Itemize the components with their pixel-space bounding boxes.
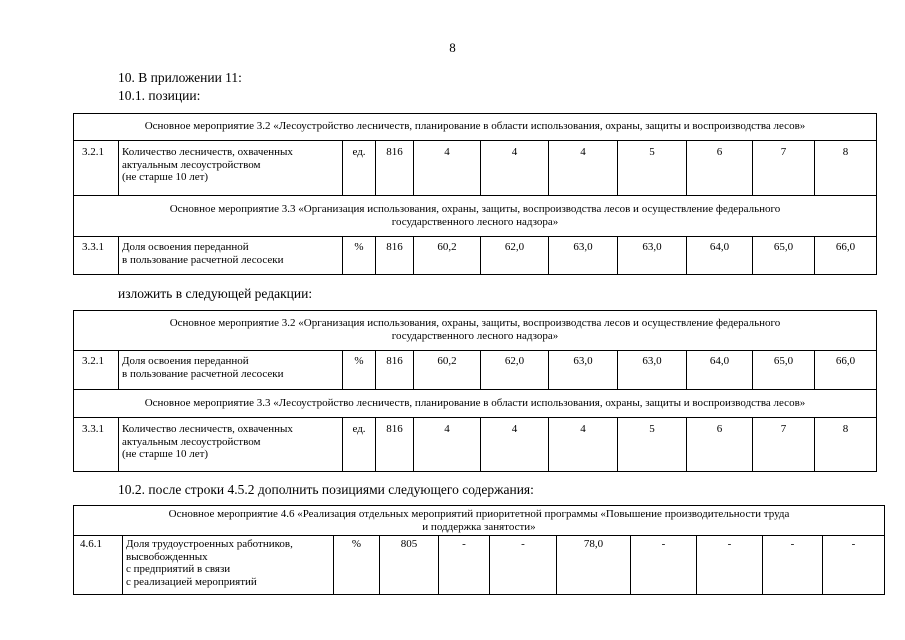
- row-code: 816: [386, 355, 403, 367]
- row-unit: %: [354, 355, 364, 367]
- row-value: 6: [716, 146, 723, 158]
- row-value: 66,0: [835, 355, 856, 367]
- row-code: 816: [386, 241, 403, 253]
- row-value: 5: [649, 423, 655, 435]
- row-value: 4: [580, 146, 586, 158]
- row-unit: %: [354, 241, 364, 253]
- section-10-heading: 10. В приложении 11:: [118, 70, 242, 85]
- row-value: 66,0: [835, 241, 856, 253]
- row-value: -: [790, 538, 795, 550]
- row-value: 60,2: [437, 241, 457, 253]
- row-code: 816: [386, 423, 403, 435]
- row-value: 64,0: [709, 355, 730, 367]
- row-value: 4: [511, 423, 518, 435]
- row-name: Доля освоения переданной в пользование расчетной лесосеки: [122, 355, 284, 380]
- row-name: Количество лесничеств, охваченных актуальным лесоустройством (не старше 10 лет): [122, 423, 293, 460]
- row-value: -: [851, 538, 856, 550]
- row-value: 5: [649, 146, 655, 158]
- row-unit: ед.: [352, 146, 366, 158]
- section-10-2-heading: 10.2. после строки 4.5.2 дополнить позициями следующего содержания:: [118, 482, 534, 497]
- row-value: 78,0: [583, 538, 604, 550]
- row-value: -: [661, 538, 666, 550]
- row-value: 6: [716, 423, 723, 435]
- row-value: 60,2: [437, 355, 457, 367]
- row-number: 3.3.1: [82, 241, 104, 253]
- row-code: 805: [400, 538, 418, 550]
- row-value: 63,0: [573, 355, 593, 367]
- table-2-header-b: Основное мероприятие 3.3 «Лесоустройство лесничеств, планирование в области использования, охраны, защиты и воспроизводства лесов»: [144, 397, 806, 409]
- row-number: 3.3.1: [82, 423, 104, 435]
- row-unit: ед.: [352, 423, 366, 435]
- row-value: -: [521, 538, 525, 550]
- row-number: 4.6.1: [80, 538, 102, 550]
- table-1-header-a: Основное мероприятие 3.2 «Лесоустройство лесничеств, планирование в области использования, охраны, защиты и воспроизводства лесов»: [144, 120, 806, 132]
- section-10-1-heading: 10.1. позиции:: [118, 88, 201, 103]
- row-name: Доля трудоустроенных работников, высвобожденных с предприятий в связи с реализацией мероприятий: [126, 538, 293, 588]
- row-number: 3.2.1: [82, 355, 104, 367]
- row-value: 4: [580, 423, 586, 435]
- table-2-header-a: Основное мероприятие 3.2 «Организация использования, охраны, защиты, воспроизводства лесов и осуществление федерального государственного лесного надзора»: [169, 317, 781, 342]
- page-number: 8: [449, 40, 456, 55]
- row-value: 62,0: [504, 355, 525, 367]
- row-value: 7: [780, 423, 787, 435]
- table-1-header-b: Основное мероприятие 3.3 «Организация использования, охраны, защиты, воспроизводства лесов и осуществление федерального государственного лесного надзора»: [169, 203, 781, 228]
- row-code: 816: [386, 146, 403, 158]
- row-value: 8: [842, 146, 849, 158]
- row-value: 7: [780, 146, 787, 158]
- row-unit: %: [351, 538, 362, 550]
- row-value: 63,0: [642, 241, 662, 253]
- row-value: 4: [511, 146, 518, 158]
- replacement-intro: изложить в следующей редакции:: [118, 286, 313, 301]
- row-value: 65,0: [773, 355, 794, 367]
- row-value: 63,0: [642, 355, 662, 367]
- row-value: 4: [444, 423, 450, 435]
- row-name: Доля освоения переданной в пользование расчетной лесосеки: [122, 241, 284, 266]
- row-number: 3.2.1: [82, 146, 104, 158]
- row-value: 8: [842, 423, 849, 435]
- row-value: -: [462, 538, 466, 550]
- row-value: 4: [444, 146, 450, 158]
- row-value: 65,0: [773, 241, 794, 253]
- row-value: 64,0: [709, 241, 730, 253]
- row-name: Количество лесничеств, охваченных актуальным лесоустройством (не старше 10 лет): [122, 146, 293, 183]
- row-value: 62,0: [504, 241, 525, 253]
- table-3-header: Основное мероприятие 4.6 «Реализация отдельных мероприятий приоритетной программы «Повышение производительности труда и поддержка занятости»: [168, 508, 790, 533]
- row-value: 63,0: [573, 241, 593, 253]
- row-value: -: [727, 538, 732, 550]
